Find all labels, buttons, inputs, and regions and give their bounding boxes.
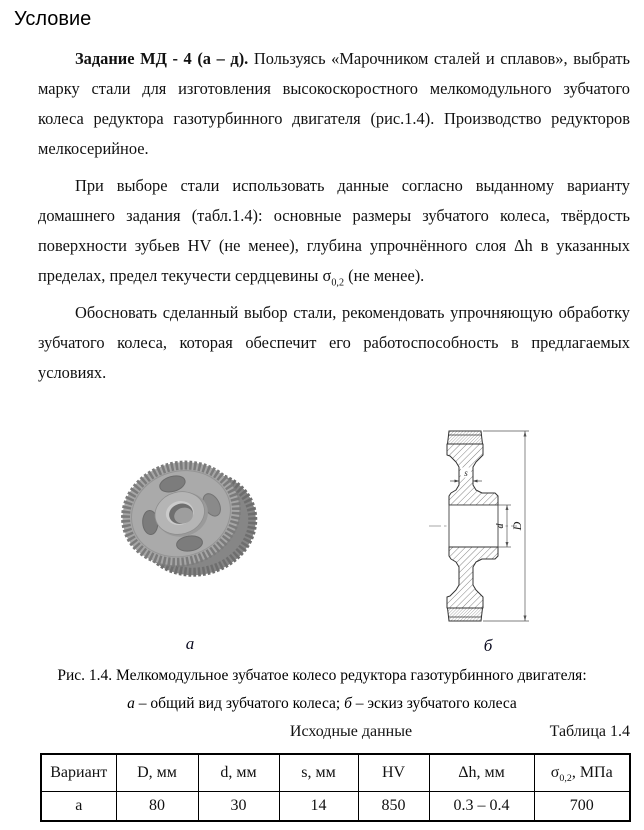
caption-a-text: – общий вид зубчатого колеса; xyxy=(134,695,345,712)
cell-D: 80 xyxy=(116,791,198,821)
col-header-s: s, мм xyxy=(279,754,358,791)
table-header-row xyxy=(41,754,630,791)
paragraph-data-requirements xyxy=(38,171,630,291)
sigma-units: , МПа xyxy=(571,763,613,781)
section-bottom xyxy=(447,547,498,608)
figure-caption xyxy=(0,662,644,718)
col-header-dh: Δh, мм xyxy=(429,754,534,791)
cell-dh: 0.3 – 0.4 xyxy=(429,791,534,821)
paragraph-task xyxy=(38,44,630,164)
teeth-top xyxy=(448,431,483,444)
figure-1-4 xyxy=(0,428,644,660)
col-header-D: D, мм xyxy=(116,754,198,791)
document-page xyxy=(0,8,644,830)
col-header-HV: HV xyxy=(358,754,429,791)
cell-s: 14 xyxy=(279,791,358,821)
bore-section xyxy=(449,505,498,547)
teeth-bottom xyxy=(448,608,483,621)
table-pretitle: Исходные данные xyxy=(289,723,413,740)
cell-HV: 850 xyxy=(358,791,429,821)
requirements-text: При выборе стали использовать данные согласно выданному варианту домашнего задания (табл.1.4): основные размеры зубчатого колеса, твёрдость поверхности зубьев HV (не менее), глубина упрочнённого слоя Δh в указанных пределах, предел текучести сердцевины σ xyxy=(38,176,630,285)
sigma-sub: 0,2 xyxy=(559,772,572,784)
page-title: Условие xyxy=(14,8,92,30)
col-header-variant: Вариант xyxy=(41,754,116,791)
gear-photo-image xyxy=(114,433,266,615)
table-data-row xyxy=(41,791,630,821)
figure-label-a: а xyxy=(185,634,195,653)
paragraph-justify-choice: Обосновать сделанный выбор стали, рекомендовать упрочняющую обработку зубчатого колеса, которая обеспечит его работоспособность в предлагаемых условиях. xyxy=(38,303,630,382)
initial-data-table xyxy=(40,753,631,822)
dim-label-D: D xyxy=(510,521,524,531)
sigma-subscript: 0,2 xyxy=(331,277,345,289)
caption-b-label: б xyxy=(344,695,352,712)
cell-variant: а xyxy=(41,791,116,821)
table-number: Таблица 1.4 xyxy=(549,723,630,740)
col-header-d: d, мм xyxy=(198,754,279,791)
task-lead-bold: Задание МД - 4 (а – д). xyxy=(75,49,249,68)
figure-label-b: б xyxy=(483,636,493,655)
caption-a-label: а xyxy=(127,695,135,712)
gear-sketch-drawing xyxy=(437,429,537,627)
figure-caption-line2 xyxy=(0,690,644,718)
figure-caption-line1: Рис. 1.4. Мелкомодульное зубчатое колесо редуктора газотурбинного двигателя: xyxy=(57,667,587,684)
cell-d: 30 xyxy=(198,791,279,821)
sigma-base: σ xyxy=(550,763,560,781)
caption-b-text: – эскиз зубчатого колеса xyxy=(351,695,517,712)
assignment-text xyxy=(38,44,630,388)
cell-sigma: 700 xyxy=(534,791,630,821)
col-header-sigma xyxy=(534,754,630,791)
task-rest: Пользуясь «Марочником сталей и сплавов», выбрать марку стали для изготовления высокоскоростного мелкомодульного зубчатого колеса редуктора газотурбинного двигателя (рис.1.4). Производство редукторов мелкосерийное. xyxy=(38,49,630,158)
dim-label-d: d xyxy=(495,523,506,529)
dim-label-s: s xyxy=(464,468,468,478)
requirements-text-end: (не менее). xyxy=(344,266,425,285)
section-top xyxy=(447,444,498,505)
